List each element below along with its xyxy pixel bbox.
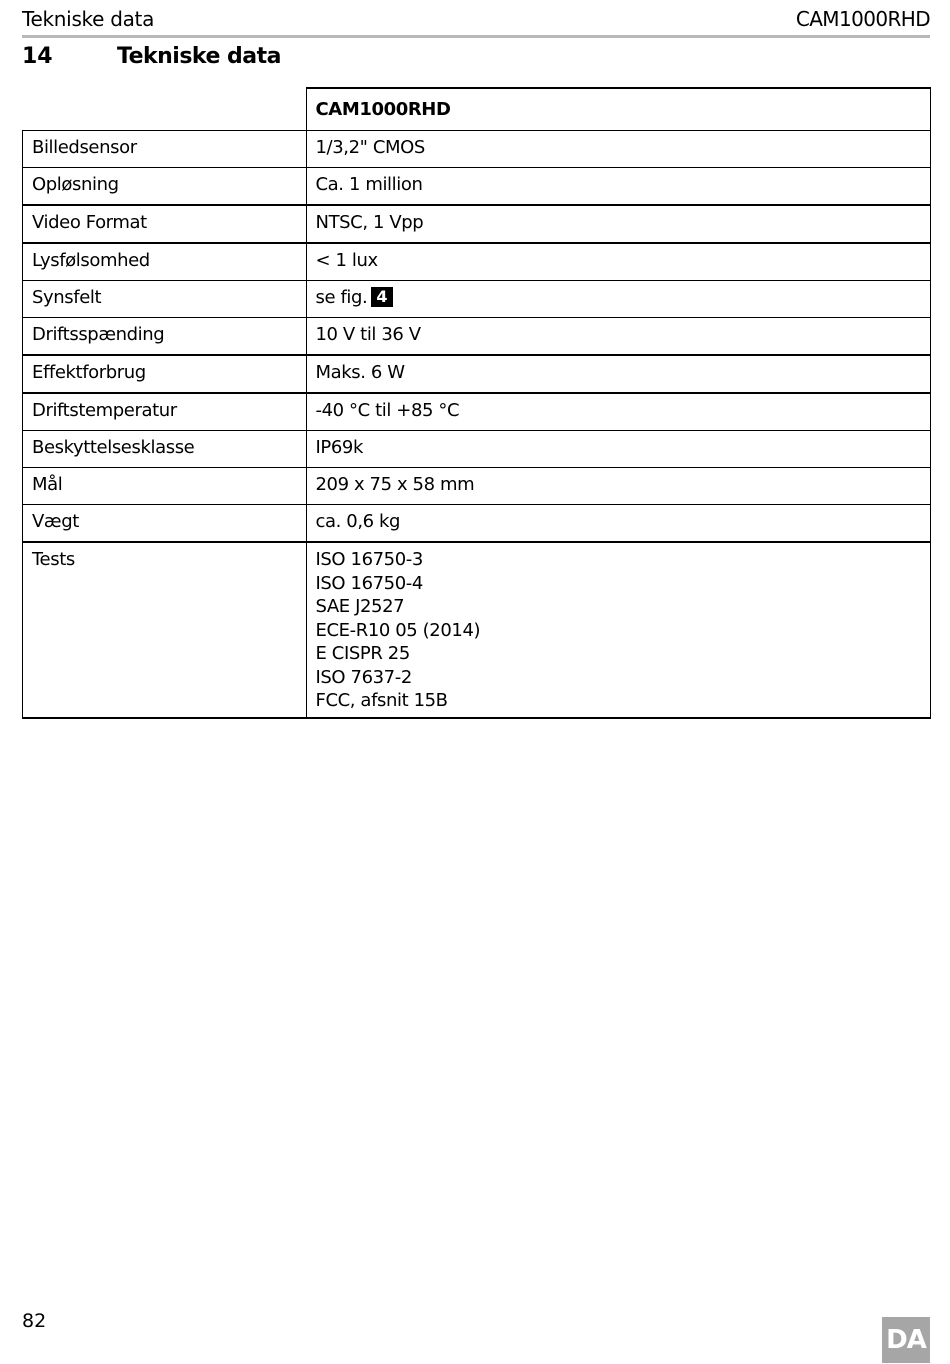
row-label: Billedsensor — [23, 131, 307, 168]
page-number: 82 — [22, 1310, 47, 1332]
table-row — [23, 393, 931, 431]
row-label: Video Format — [23, 205, 307, 243]
tests-list-item: ISO 16750-3 — [315, 549, 423, 570]
tests-list-item: ISO 7637-2 — [315, 666, 412, 688]
row-label: Driftstemperatur — [23, 393, 307, 431]
row-value: Ca. 1 million — [306, 168, 931, 206]
table-row — [23, 318, 931, 356]
table-row-tests — [23, 542, 931, 718]
row-value: 209 x 75 x 58 mm — [306, 468, 931, 505]
row-label: Driftsspænding — [23, 318, 307, 356]
row-label: Vægt — [23, 505, 307, 543]
table-row — [23, 468, 931, 505]
tests-list-item: FCC, afsnit 15B — [315, 690, 448, 711]
row-value: Maks. 6 W — [306, 355, 931, 393]
tests-list-item: ISO 16750-4 — [315, 572, 423, 594]
tests-list-item: SAE J2527 — [315, 596, 405, 617]
table-column-header: CAM1000RHD — [306, 88, 931, 131]
table-row — [23, 205, 931, 243]
table-row — [23, 355, 931, 393]
tests-list — [306, 542, 931, 718]
row-label: Beskyttelsesklasse — [23, 431, 307, 468]
table-row — [23, 168, 931, 206]
row-value: ca. 0,6 kg — [306, 505, 931, 543]
language-badge: DA — [882, 1317, 930, 1363]
row-value — [306, 281, 931, 318]
row-value: -40 °C til +85 °C — [306, 393, 931, 431]
table-header-row — [23, 88, 931, 131]
row-label: Opløsning — [23, 168, 307, 206]
technical-data-table — [22, 87, 931, 719]
table-row — [23, 431, 931, 468]
row-value: 1/3,2" CMOS — [306, 131, 931, 168]
row-label: Effektforbrug — [23, 355, 307, 393]
row-value: 10 V til 36 V — [306, 318, 931, 356]
row-label: Synsfelt — [23, 281, 307, 318]
header-product-name: CAM1000RHD — [795, 7, 930, 31]
section-title: Tekniske data — [117, 44, 282, 69]
table-row — [23, 131, 931, 168]
row-value-text: se fig. — [315, 287, 368, 308]
row-value: NTSC, 1 Vpp — [306, 205, 931, 243]
tests-list-item: ECE-R10 05 (2014) — [315, 619, 481, 641]
table-header-empty-cell — [23, 88, 307, 131]
table-row — [23, 281, 931, 318]
table-row — [23, 243, 931, 281]
row-value: IP69k — [306, 431, 931, 468]
row-value: < 1 lux — [306, 243, 931, 281]
figure-reference-badge: 4 — [371, 287, 392, 307]
row-label: Lysfølsomhed — [23, 243, 307, 281]
header-chapter-title: Tekniske data — [22, 7, 155, 31]
section-number: 14 — [22, 44, 53, 69]
row-label: Mål — [23, 468, 307, 505]
row-label: Tests — [23, 542, 307, 718]
table-row — [23, 505, 931, 543]
tests-list-item: E CISPR 25 — [315, 643, 410, 664]
running-header — [22, 4, 930, 38]
